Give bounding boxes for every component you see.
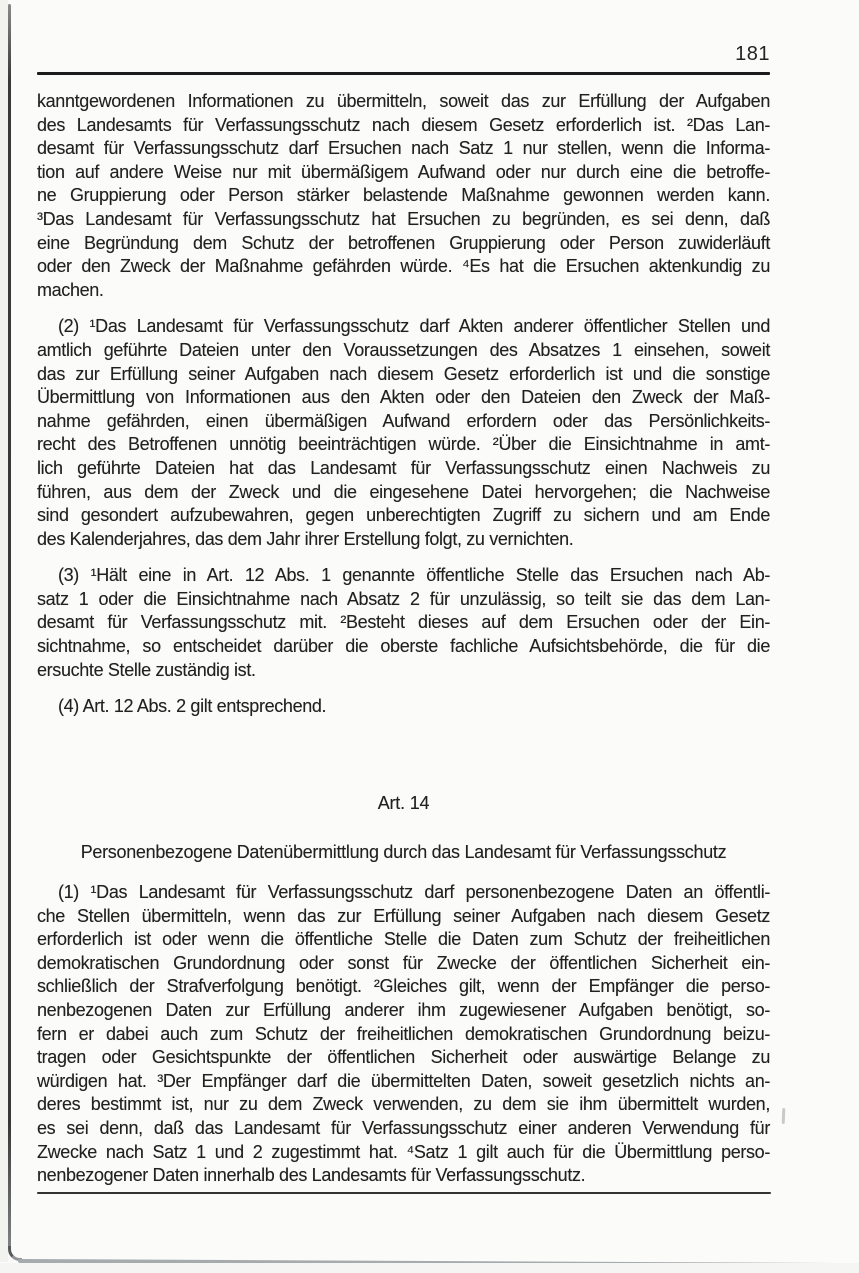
text-line: recht des Betroffenen unnötig beeinträchtigen würde. ²Über die Einsichtnahme in amt-	[37, 434, 770, 455]
article-heading: Art. 14	[377, 792, 430, 813]
text-line: Übermittlung von Informationen aus den Akten oder den Dateien den Zweck der Maß-	[37, 387, 770, 408]
text-line: desamt für Verfassungsschutz mit. ²Besteht dieses auf dem Ersuchen oder der Ein-	[37, 612, 770, 633]
text-line: würdigen hat. ³Der Empfänger darf die übermittelten Daten, soweit gesetzlich nichts an-	[37, 1070, 770, 1091]
text-line: lich geführte Dateien hat das Landesamt für Verfassungsschutz einen Nachweis zu	[37, 457, 770, 478]
text-line: nahme gefährden, einen übermäßigen Aufwand erfordern oder das Persönlichkeits-	[37, 410, 770, 431]
paragraph	[37, 564, 770, 682]
text-line: che Stellen übermitteln, wenn das zur Erfüllung seiner Aufgaben nach diesem Gesetz	[37, 905, 770, 926]
text-line: (1) ¹Das Landesamt für Verfassungsschutz darf personenbezogene Daten an öffentli-	[58, 882, 770, 903]
text-line: fern er dabei auch zum Schutz der freiheitlichen demokratischen Grundordnung beizu-	[37, 1023, 770, 1044]
text-line: nenbezogenen Daten zur Erfüllung anderer ihm zugewiesener Aufgaben benötigt, so-	[37, 1000, 770, 1020]
text-line: nenbezogener Daten innerhalb des Landesamts für Verfassungsschutz.	[37, 1165, 586, 1186]
paragraph	[37, 695, 770, 719]
text-line: schließlich der Strafverfolgung benötigt. ²Gleiches gilt, wenn der Empfänger die perso-	[37, 976, 770, 997]
text-line: kanntgewordenen Informationen zu übermitteln, soweit das zur Erfüllung der Aufgaben	[37, 91, 770, 111]
text-line: es sei denn, daß das Landesamt für Verfassungsschutz einer anderen Verwendung für	[37, 1117, 770, 1138]
text-line: tragen oder Gesichtspunkte der öffentlichen Sicherheit oder auswärtige Belange zu	[37, 1047, 770, 1068]
paragraph	[37, 881, 770, 1188]
text-line: erforderlich ist oder wenn die öffentliche Stelle die Daten zum Schutz der freiheitlichen	[37, 929, 770, 950]
text-line: amtlich geführte Dateien unter den Voraussetzungen des Absatzes 1 einsehen, soweit	[37, 339, 770, 360]
paragraph	[37, 315, 770, 551]
page-left-margin-strip	[0, 0, 8, 1262]
footer-rule	[37, 1192, 771, 1194]
page-below-edge-strip	[0, 1263, 859, 1273]
text-line: desamt für Verfassungsschutz darf Ersuchen nach Satz 1 nur stellen, wenn die Informa-	[37, 138, 770, 159]
text-line: eine Begründung dem Schutz der betroffenen Gruppierung oder Person zuwiderläuft	[37, 232, 770, 253]
text-line: ne Gruppierung oder Person stärker belastende Maßnahme gewonnen werden kann.	[37, 185, 770, 206]
text-line: machen.	[37, 279, 104, 300]
text-line: sind gesondert aufzubewahren, gegen unberechtigten Zugriff zu sichern und am Ende	[37, 505, 770, 526]
text-line: tion auf andere Weise nur mit übermäßigem Aufwand oder nur durch eine die betroffe-	[37, 161, 770, 182]
text-line: demokratischen Grundordnung oder sonst für Zwecke der öffentlichen Sicherheit ein-	[37, 952, 770, 973]
text-line: des Landesamts für Verfassungsschutz nach diesem Gesetz erforderlich ist. ²Das Lan-	[37, 114, 770, 135]
text-line: das zur Erfüllung seiner Aufgaben nach diesem Gesetz erforderlich ist und die sonstige	[37, 363, 770, 384]
text-line: (3) ¹Hält eine in Art. 12 Abs. 1 genannte öffentliche Stelle das Ersuchen nach Ab-	[58, 565, 770, 586]
text-line: Zwecke nach Satz 1 und 2 zugestimmt hat. ⁴Satz 1 gilt auch für die Übermittlung perso-	[37, 1141, 770, 1162]
text-line: führen, aus dem der Zweck und die eingesehene Datei hervorgehen; die Nachweise	[37, 481, 770, 502]
text-line: (2) ¹Das Landesamt für Verfassungsschutz darf Akten anderer öffentlicher Stellen und	[58, 316, 770, 337]
body-text	[37, 90, 770, 1188]
page-left-edge-shadow	[8, 4, 11, 1248]
text-line: des Kalenderjahres, das dem Jahr ihrer Erstellung folgt, zu vernichten.	[37, 528, 574, 549]
text-line: ³Das Landesamt für Verfassungsschutz hat Ersuchen zu begründen, es sei denn, daß	[37, 208, 770, 229]
text-line: oder den Zweck der Maßnahme gefährden würde. ⁴Es hat die Ersuchen aktenkundig zu	[37, 256, 770, 277]
article-subheading: Personenbezogene Datenübermittlung durch das Landesamt für Verfassungsschutz	[80, 842, 727, 863]
scan-artifact-smudge	[782, 1108, 786, 1124]
page-number: 181	[735, 43, 770, 65]
text-line: (4) Art. 12 Abs. 2 gilt entsprechend.	[58, 696, 327, 717]
paragraph	[37, 90, 770, 302]
header-rule	[37, 72, 770, 75]
text-line: satz 1 oder die Einsichtnahme nach Absatz 2 für unzulässig, so teilt sie das dem Lan-	[37, 588, 770, 609]
text-line: deres bestimmt ist, nur zu dem Zweck verwenden, zu dem sie ihm übermittelt wurden,	[37, 1094, 770, 1115]
text-line: ersuchte Stelle zuständig ist.	[37, 659, 256, 680]
text-line: sichtnahme, so entscheidet darüber die oberste fachliche Aufsichtsbehörde, die für die	[37, 636, 770, 657]
